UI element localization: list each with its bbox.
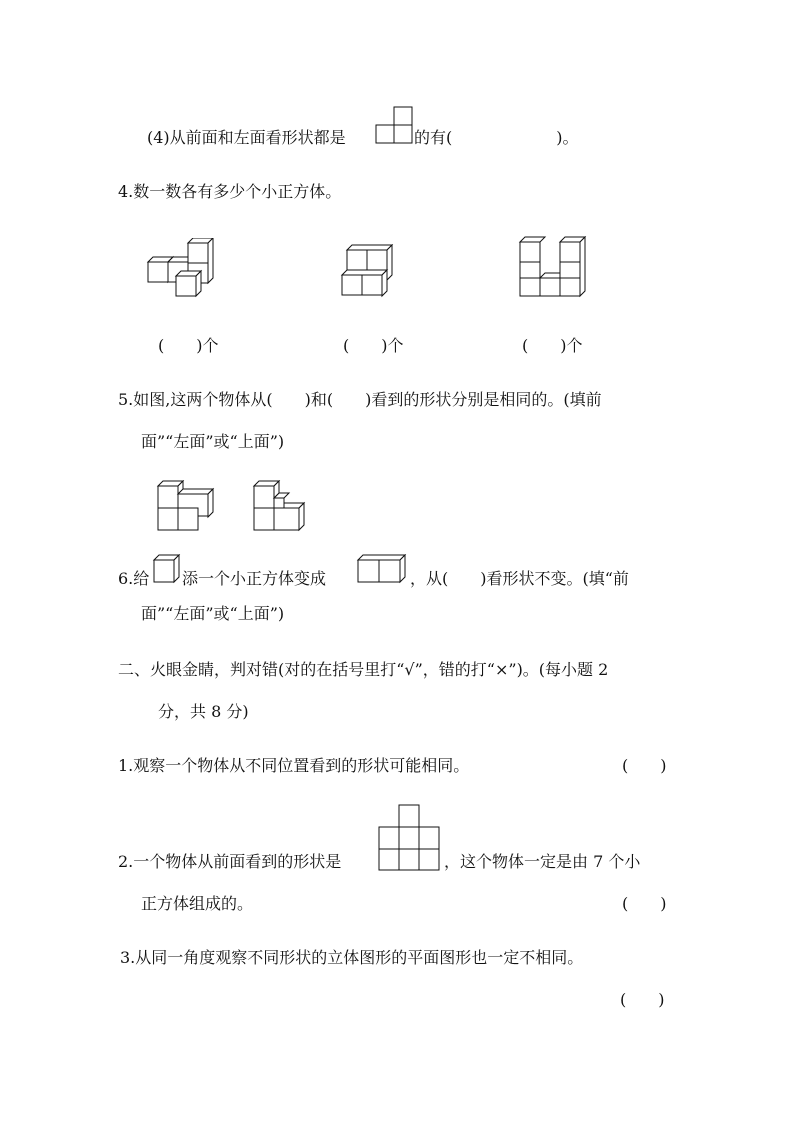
q3-4-line bbox=[147, 128, 346, 148]
q6-line-2: 面”“左面”或“上面”) bbox=[141, 604, 285, 623]
judge-1-text: 1.观察一个物体从不同位置看到的形状可能相同。 bbox=[118, 756, 470, 775]
cube-figure-3 bbox=[518, 236, 590, 300]
front-left-view-figure bbox=[375, 106, 415, 146]
q5-line-2: 面”“左面”或“上面”) bbox=[141, 432, 285, 451]
cube-figure-2 bbox=[340, 244, 396, 300]
two-cubes-figure bbox=[356, 554, 408, 584]
front-view-grid-figure bbox=[378, 804, 442, 872]
judge-2-line-2: 正方体组成的。 bbox=[141, 894, 254, 913]
q4-answer-3[interactable]: ( )个 bbox=[522, 336, 583, 355]
q6-part-3: ，从( )看形状不变。(填“前 bbox=[410, 569, 629, 588]
q3-4-suffix-line bbox=[414, 128, 579, 148]
q4-answer-2[interactable]: ( )个 bbox=[343, 336, 404, 355]
q4-answer-1[interactable]: ( )个 bbox=[158, 336, 219, 355]
q3-4-prefix: (4)从前面和左面看形状都是 bbox=[147, 128, 346, 147]
q6-part-2: 添一个小正方体变成 bbox=[182, 569, 327, 588]
judge-2-prefix: 2.一个物体从前面看到的形状是 bbox=[118, 852, 342, 871]
q5-object-2 bbox=[252, 480, 308, 532]
single-cube-figure bbox=[152, 554, 182, 584]
judge-3-text: 3.从同一角度观察不同形状的立体图形的平面图形也一定不相同。 bbox=[120, 948, 584, 967]
cube-figure-1 bbox=[146, 238, 218, 300]
q4-title: 4.数一数各有多少个小正方体。 bbox=[118, 182, 342, 201]
judge-2-paren[interactable]: ( ) bbox=[622, 894, 667, 913]
q3-4-blank-close: )。 bbox=[556, 128, 579, 147]
judge-1-paren[interactable]: ( ) bbox=[622, 756, 667, 775]
judge-2-suffix: ，这个物体一定是由 7 个小 bbox=[444, 852, 641, 871]
q3-4-suffix: 的有( bbox=[414, 128, 453, 147]
q6-part-1: 6.给 bbox=[118, 569, 150, 588]
q5-line-1: 5.如图,这两个物体从( )和( )看到的形状分别是相同的。(填前 bbox=[118, 390, 602, 409]
section-2-heading-line-2: 分，共 8 分) bbox=[158, 702, 249, 721]
section-2-heading-line-1: 二、火眼金睛，判对错(对的在括号里打“√”，错的打“×”)。(每小题 2 bbox=[118, 660, 609, 679]
q5-object-1 bbox=[156, 480, 218, 532]
judge-3-paren[interactable]: ( ) bbox=[620, 990, 665, 1009]
